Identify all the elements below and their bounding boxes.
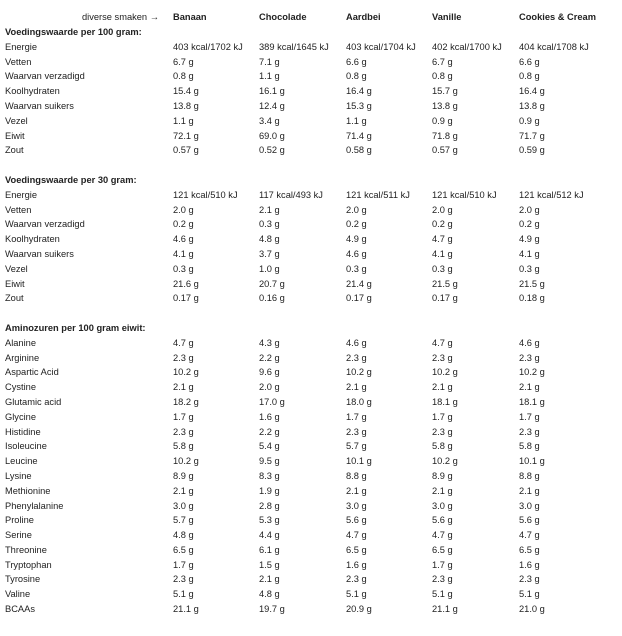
row-value: 2.3 g — [432, 426, 453, 437]
row-value: 1.0 g — [259, 263, 280, 274]
row-value: 2.3 g — [173, 574, 194, 585]
row-label: Aspartic Acid — [5, 367, 59, 378]
row-value: 4.6 g — [346, 337, 367, 348]
row-value: 5.8 g — [432, 441, 453, 452]
row-value: 0.2 g — [519, 219, 540, 230]
row-value: 389 kcal/1645 kJ — [259, 41, 329, 52]
row-value: 2.0 g — [432, 204, 453, 215]
row-value: 19.7 g — [259, 604, 285, 615]
row-value: 20.7 g — [259, 278, 285, 289]
row-value: 16.1 g — [259, 86, 285, 97]
row-value: 8.9 g — [173, 470, 194, 481]
row-value: 0.3 g — [346, 263, 367, 274]
row-value: 5.8 g — [519, 441, 540, 452]
row-label: Alanine — [5, 337, 37, 348]
row-value: 4.7 g — [346, 530, 367, 541]
row-value: 2.0 g — [346, 204, 367, 215]
row-value: 9.5 g — [259, 456, 280, 467]
table-row — [5, 336, 617, 351]
section-title-row — [5, 321, 617, 336]
row-value: 2.3 g — [519, 426, 540, 437]
row-label: Eiwit — [5, 130, 25, 141]
row-value: 0.16 g — [259, 293, 285, 304]
row-value: 16.4 g — [346, 86, 372, 97]
row-value: 1.1 g — [173, 115, 194, 126]
table-row — [5, 543, 617, 558]
row-value: 1.7 g — [173, 411, 194, 422]
row-label: Isoleucine — [5, 441, 47, 452]
row-value: 5.7 g — [346, 441, 367, 452]
row-label: Threonine — [5, 544, 47, 555]
table-row — [5, 99, 617, 114]
section-title-row — [5, 25, 617, 40]
row-value: 4.7 g — [519, 530, 540, 541]
row-label: Waarvan suikers — [5, 248, 74, 259]
row-value: 1.6 g — [519, 559, 540, 570]
row-value: 0.2 g — [346, 219, 367, 230]
row-value: 4.1 g — [173, 248, 194, 259]
row-value: 4.1 g — [432, 248, 453, 259]
row-value: 9.6 g — [259, 367, 280, 378]
row-value: 7.1 g — [259, 56, 280, 67]
row-value: 402 kcal/1700 kJ — [432, 41, 502, 52]
row-value: 0.17 g — [432, 293, 458, 304]
row-value: 0.2 g — [432, 219, 453, 230]
row-value: 18.2 g — [173, 396, 199, 407]
row-value: 5.6 g — [432, 515, 453, 526]
row-value: 4.1 g — [519, 248, 540, 259]
row-value: 4.3 g — [259, 337, 280, 348]
row-label: Vezel — [5, 263, 28, 274]
flavor-header-aardbei: Aardbei — [346, 12, 381, 22]
row-label: Energie — [5, 41, 38, 52]
row-value: 1.9 g — [259, 485, 280, 496]
row-value: 5.7 g — [173, 515, 194, 526]
table-row — [5, 425, 617, 440]
row-value: 18.0 g — [346, 396, 372, 407]
row-value: 2.1 g — [259, 574, 280, 585]
row-value: 5.4 g — [259, 441, 280, 452]
row-value: 0.8 g — [173, 71, 194, 82]
row-value: 2.3 g — [346, 574, 367, 585]
row-value: 1.6 g — [346, 559, 367, 570]
row-label: Vezel — [5, 115, 28, 126]
row-value: 4.8 g — [259, 234, 280, 245]
row-value: 6.5 g — [519, 544, 540, 555]
row-label: Koolhydraten — [5, 86, 60, 97]
table-row — [5, 40, 617, 55]
table-row — [5, 410, 617, 425]
row-value: 10.2 g — [173, 456, 199, 467]
flavor-corner-label: diverse smaken → — [82, 12, 159, 22]
row-value: 5.8 g — [173, 441, 194, 452]
table-row — [5, 602, 617, 617]
row-value: 1.5 g — [259, 559, 280, 570]
row-value: 10.2 g — [432, 456, 458, 467]
row-value: 21.0 g — [519, 604, 545, 615]
table-row — [5, 143, 617, 158]
row-value: 2.1 g — [519, 382, 540, 393]
table-row — [5, 55, 617, 70]
row-label: Zout — [5, 293, 24, 304]
row-value: 5.1 g — [432, 589, 453, 600]
row-value: 2.8 g — [259, 500, 280, 511]
row-value: 1.7 g — [346, 411, 367, 422]
row-value: 6.7 g — [432, 56, 453, 67]
row-value: 18.1 g — [432, 396, 458, 407]
row-label: Arginine — [5, 352, 40, 363]
row-label: Tyrosine — [5, 574, 41, 585]
row-value: 0.57 g — [432, 145, 458, 156]
row-label: Histidine — [5, 426, 41, 437]
row-value: 3.4 g — [259, 115, 280, 126]
row-label: Vetten — [5, 56, 32, 67]
row-label: Energie — [5, 189, 38, 200]
row-value: 4.9 g — [346, 234, 367, 245]
row-label: Eiwit — [5, 278, 25, 289]
row-value: 13.8 g — [432, 100, 458, 111]
section-title: Voedingswaarde per 100 gram: — [5, 27, 142, 37]
row-label: Waarvan verzadigd — [5, 71, 85, 82]
row-value: 4.7 g — [432, 234, 453, 245]
row-value: 0.59 g — [519, 145, 545, 156]
row-value: 20.9 g — [346, 604, 372, 615]
row-value: 404 kcal/1708 kJ — [519, 41, 589, 52]
table-row — [5, 232, 617, 247]
table-row — [5, 291, 617, 306]
row-value: 2.3 g — [432, 352, 453, 363]
row-value: 5.1 g — [173, 589, 194, 600]
row-value: 13.8 g — [173, 100, 199, 111]
row-value: 6.5 g — [346, 544, 367, 555]
row-value: 121 kcal/512 kJ — [519, 189, 584, 200]
row-value: 15.7 g — [432, 86, 458, 97]
row-value: 0.3 g — [519, 263, 540, 274]
table-row — [5, 469, 617, 484]
table-row — [5, 365, 617, 380]
row-label: Cystine — [5, 382, 37, 393]
table-row — [5, 69, 617, 84]
row-value: 6.6 g — [519, 56, 540, 67]
row-value: 2.3 g — [519, 352, 540, 363]
row-value: 0.17 g — [346, 293, 372, 304]
row-value: 21.4 g — [346, 278, 372, 289]
row-value: 2.0 g — [519, 204, 540, 215]
row-value: 21.1 g — [432, 604, 458, 615]
row-value: 4.7 g — [432, 337, 453, 348]
row-label: Koolhydraten — [5, 234, 60, 245]
table-row — [5, 129, 617, 144]
row-value: 121 kcal/510 kJ — [173, 189, 238, 200]
row-value: 4.6 g — [173, 234, 194, 245]
row-value: 1.7 g — [173, 559, 194, 570]
row-value: 5.6 g — [519, 515, 540, 526]
row-label: Waarvan verzadigd — [5, 219, 85, 230]
row-value: 117 kcal/493 kJ — [259, 189, 323, 200]
row-value: 2.0 g — [259, 382, 280, 393]
row-value: 12.4 g — [259, 100, 285, 111]
row-value: 2.1 g — [519, 485, 540, 496]
row-value: 2.3 g — [519, 574, 540, 585]
row-label: BCAAs — [5, 604, 35, 615]
row-value: 8.8 g — [346, 470, 367, 481]
row-label: Zout — [5, 145, 24, 156]
row-value: 3.0 g — [519, 500, 540, 511]
row-label: Phenylalanine — [5, 500, 64, 511]
row-label: Lysine — [5, 470, 32, 481]
table-row — [5, 572, 617, 587]
row-value: 5.1 g — [346, 589, 367, 600]
section-spacer — [5, 306, 617, 321]
row-value: 2.3 g — [173, 426, 194, 437]
row-label: Serine — [5, 530, 32, 541]
row-value: 0.17 g — [173, 293, 199, 304]
row-value: 21.5 g — [519, 278, 545, 289]
row-label: Waarvan suikers — [5, 100, 74, 111]
row-value: 2.1 g — [173, 485, 194, 496]
row-label: Glutamic acid — [5, 396, 62, 407]
row-value: 5.6 g — [346, 515, 367, 526]
row-value: 21.5 g — [432, 278, 458, 289]
row-value: 4.7 g — [432, 530, 453, 541]
row-value: 71.4 g — [346, 130, 372, 141]
row-value: 0.8 g — [346, 71, 367, 82]
row-value: 4.6 g — [519, 337, 540, 348]
table-row — [5, 114, 617, 129]
table-row — [5, 587, 617, 602]
row-value: 1.7 g — [432, 559, 453, 570]
row-value: 4.9 g — [519, 234, 540, 245]
row-value: 0.18 g — [519, 293, 545, 304]
row-label: Leucine — [5, 456, 38, 467]
table-row — [5, 484, 617, 499]
row-value: 2.2 g — [259, 352, 280, 363]
row-value: 5.3 g — [259, 515, 280, 526]
table-row — [5, 528, 617, 543]
table-row — [5, 247, 617, 262]
table-row — [5, 395, 617, 410]
row-value: 72.1 g — [173, 130, 199, 141]
row-value: 13.8 g — [519, 100, 545, 111]
row-value: 16.4 g — [519, 86, 545, 97]
row-value: 121 kcal/511 kJ — [346, 189, 410, 200]
row-value: 4.8 g — [259, 589, 280, 600]
row-label: Vetten — [5, 204, 32, 215]
row-value: 0.3 g — [432, 263, 453, 274]
row-value: 21.1 g — [173, 604, 199, 615]
table-row — [5, 558, 617, 573]
row-value: 121 kcal/510 kJ — [432, 189, 497, 200]
flavor-header-cookies-cream: Cookies & Cream — [519, 12, 596, 22]
spacer-cell — [5, 306, 617, 321]
row-value: 6.5 g — [432, 544, 453, 555]
row-value: 69.0 g — [259, 130, 285, 141]
row-value: 1.7 g — [432, 411, 453, 422]
row-value: 2.1 g — [432, 382, 453, 393]
spacer-cell — [5, 158, 617, 173]
table-row — [5, 513, 617, 528]
row-value: 5.1 g — [519, 589, 540, 600]
flavor-header-chocolade: Chocolade — [259, 12, 307, 22]
row-value: 1.1 g — [259, 71, 280, 82]
row-value: 2.2 g — [259, 426, 280, 437]
table-row — [5, 277, 617, 292]
section-title: Voedingswaarde per 30 gram: — [5, 174, 137, 185]
row-value: 0.3 g — [173, 263, 194, 274]
table-row — [5, 499, 617, 514]
row-value: 8.9 g — [432, 470, 453, 481]
row-value: 0.8 g — [432, 71, 453, 82]
row-value: 10.2 g — [519, 367, 545, 378]
row-value: 71.7 g — [519, 130, 545, 141]
row-value: 2.3 g — [346, 426, 367, 437]
flavor-header-banaan: Banaan — [173, 12, 207, 22]
table-row — [5, 84, 617, 99]
row-value: 2.1 g — [432, 485, 453, 496]
table-row — [5, 351, 617, 366]
section-title-row — [5, 173, 617, 188]
row-value: 403 kcal/1704 kJ — [346, 41, 416, 52]
row-value: 15.3 g — [346, 100, 372, 111]
row-value: 403 kcal/1702 kJ — [173, 41, 243, 52]
table-row — [5, 217, 617, 232]
row-value: 2.0 g — [173, 204, 194, 215]
row-value: 2.1 g — [346, 382, 367, 393]
row-value: 10.1 g — [519, 456, 545, 467]
row-value: 6.5 g — [173, 544, 194, 555]
row-value: 1.7 g — [519, 411, 540, 422]
row-label: Proline — [5, 515, 34, 526]
row-label: Tryptophan — [5, 559, 52, 570]
table-row — [5, 262, 617, 277]
row-value: 10.2 g — [432, 367, 458, 378]
row-value: 2.3 g — [432, 574, 453, 585]
table-row — [5, 380, 617, 395]
row-value: 4.4 g — [259, 530, 280, 541]
row-value: 0.58 g — [346, 145, 372, 156]
row-value: 4.6 g — [346, 248, 367, 259]
row-value: 4.7 g — [173, 337, 194, 348]
row-value: 0.2 g — [173, 219, 194, 230]
row-value: 17.0 g — [259, 396, 285, 407]
row-value: 6.6 g — [346, 56, 367, 67]
row-value: 6.7 g — [173, 56, 194, 67]
row-value: 1.6 g — [259, 411, 280, 422]
row-value: 0.57 g — [173, 145, 199, 156]
row-value: 18.1 g — [519, 396, 545, 407]
row-value: 3.7 g — [259, 248, 280, 259]
row-value: 6.1 g — [259, 544, 280, 555]
row-value: 2.3 g — [346, 352, 367, 363]
row-value: 4.8 g — [173, 530, 194, 541]
table-row — [5, 203, 617, 218]
section-title: Aminozuren per 100 gram eiwit: — [5, 322, 146, 333]
table-row — [5, 188, 617, 203]
row-value: 1.1 g — [346, 115, 367, 126]
flavor-header-row — [5, 9, 617, 25]
row-label: Glycine — [5, 411, 37, 422]
row-value: 0.52 g — [259, 145, 285, 156]
row-value: 2.1 g — [346, 485, 367, 496]
nutrition-table-body — [5, 9, 617, 617]
row-label: Valine — [5, 589, 31, 600]
row-value: 71.8 g — [432, 130, 458, 141]
row-value: 8.8 g — [519, 470, 540, 481]
row-value: 2.3 g — [173, 352, 194, 363]
row-value: 0.9 g — [519, 115, 540, 126]
row-value: 2.1 g — [259, 204, 280, 215]
row-label: Methionine — [5, 485, 51, 496]
row-value: 8.3 g — [259, 470, 280, 481]
section-spacer — [5, 158, 617, 173]
row-value: 10.2 g — [173, 367, 199, 378]
row-value: 10.2 g — [346, 367, 372, 378]
row-value: 3.0 g — [346, 500, 367, 511]
table-row — [5, 454, 617, 469]
nutrition-table — [5, 9, 617, 617]
row-value: 0.8 g — [519, 71, 540, 82]
row-value: 21.6 g — [173, 278, 199, 289]
row-value: 0.3 g — [259, 219, 280, 230]
row-value: 15.4 g — [173, 86, 199, 97]
table-row — [5, 439, 617, 454]
row-value: 3.0 g — [173, 500, 194, 511]
flavor-header-vanille: Vanille — [432, 12, 462, 22]
row-value: 10.1 g — [346, 456, 372, 467]
row-value: 0.9 g — [432, 115, 453, 126]
row-value: 2.1 g — [173, 382, 194, 393]
row-value: 3.0 g — [432, 500, 453, 511]
